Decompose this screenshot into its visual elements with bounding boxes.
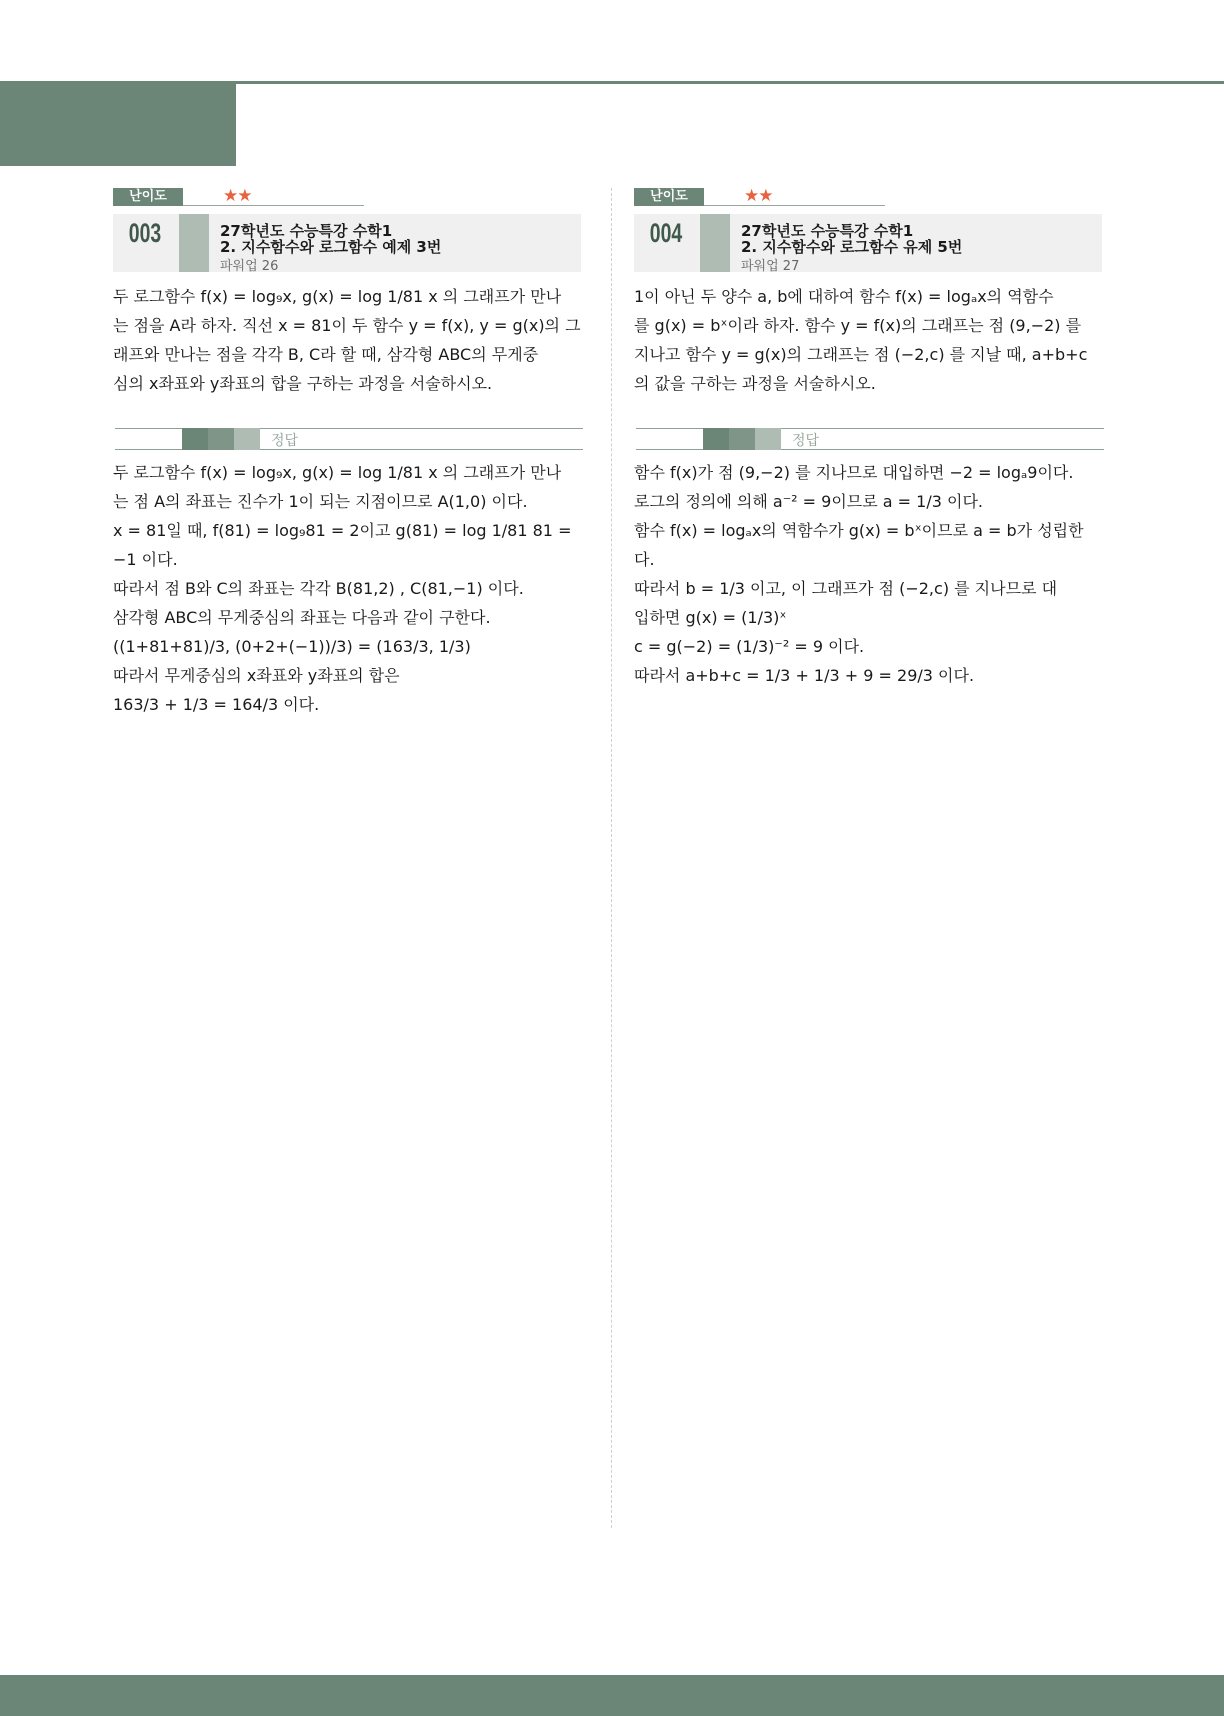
- top-corner-block: [0, 81, 236, 166]
- solution-line: 함수 f(x) = logₐx의 역함수가 g(x) = bˣ이므로 a = b가 성립한: [634, 521, 1084, 540]
- solution: [113, 458, 589, 719]
- solution-line: c = g(−2) = (1/3)⁻² = 9 이다.: [634, 637, 865, 656]
- solution-line: 는 점 A의 좌표는 진수가 1이 되는 지점이므로 A(1,0) 이다.: [113, 492, 528, 511]
- difficulty-stars: ★★: [223, 186, 252, 206]
- question-line: 를 g(x) = bˣ이라 하자. 함수 y = f(x)의 그래프는 점 (9,−2) 를: [634, 316, 1082, 335]
- solution-line: 함수 f(x)가 점 (9,−2) 를 지나므로 대입하면 −2 = logₐ9이다.: [634, 463, 1074, 482]
- answer-label: 정답: [792, 433, 820, 449]
- problem-header: [634, 214, 1102, 272]
- question-line: 두 로그함수 f(x) = log₉x, g(x) = log 1/81 x 의 그래프가 만나: [113, 287, 562, 306]
- difficulty-underline: [704, 205, 885, 206]
- question-line: 지나고 함수 y = g(x)의 그래프는 점 (−2,c) 를 지날 때, a+b+c: [634, 345, 1088, 364]
- solution-line: 삼각형 ABC의 무게중심의 좌표는 다음과 같이 구한다.: [113, 608, 491, 627]
- answer-header: [113, 428, 589, 450]
- problem-question: [113, 282, 589, 398]
- difficulty-row: [113, 188, 589, 208]
- source-line-2: 2. 지수함수와 로그함수 유제 5번: [741, 238, 963, 256]
- answer-block: [234, 428, 260, 450]
- difficulty-underline: [183, 205, 364, 206]
- answer-header: [634, 428, 1110, 450]
- solution-line: ((1+81+81)/3, (0+2+(−1))/3) = (163/3, 1/3): [113, 637, 471, 656]
- question-line: 래프와 만나는 점을 각각 B, C라 할 때, 삼각형 ABC의 무게중: [113, 345, 539, 364]
- solution: [634, 458, 1110, 690]
- difficulty-row: [634, 188, 1110, 208]
- source-line-3: 파워업 27: [741, 259, 800, 274]
- answer-block: [208, 428, 234, 450]
- question-line: 의 값을 구하는 과정을 서술하시오.: [634, 374, 876, 393]
- solution-line: 따라서 무게중심의 x좌표와 y좌표의 합은: [113, 666, 400, 685]
- column-divider: [611, 188, 612, 1528]
- problem-number: 003: [128, 218, 162, 248]
- difficulty-stars: ★★: [744, 186, 773, 206]
- solution-line: x = 81일 때, f(81) = log₉81 = 2이고 g(81) = log 1/81 81 = −1 이다.: [113, 521, 572, 569]
- solution-line: 다.: [634, 550, 655, 569]
- header-separator: [179, 214, 209, 272]
- problem-003: [113, 188, 589, 719]
- difficulty-badge: 난이도: [113, 188, 183, 206]
- solution-line: 따라서 a+b+c = 1/3 + 1/3 + 9 = 29/3 이다.: [634, 666, 975, 685]
- answer-block: [755, 428, 781, 450]
- problem-header: [113, 214, 581, 272]
- question-line: 심의 x좌표와 y좌표의 합을 구하는 과정을 서술하시오.: [113, 374, 493, 393]
- solution-line: 따라서 점 B와 C의 좌표는 각각 B(81,2) , C(81,−1) 이다.: [113, 579, 524, 598]
- question-line: 는 점을 A라 하자. 직선 x = 81이 두 함수 y = f(x), y = g(x)의 그: [113, 316, 581, 335]
- source-line-1: 27학년도 수능특강 수학1: [220, 222, 393, 240]
- header-separator: [700, 214, 730, 272]
- difficulty-badge: 난이도: [634, 188, 704, 206]
- source-line-2: 2. 지수함수와 로그함수 예제 3번: [220, 238, 442, 256]
- solution-line: 163/3 + 1/3 = 164/3 이다.: [113, 695, 320, 714]
- source-line-1: 27학년도 수능특강 수학1: [741, 222, 914, 240]
- answer-block: [703, 428, 729, 450]
- source-line-3: 파워업 26: [220, 259, 279, 274]
- solution-line: 입하면 g(x) = (1/3)ˣ: [634, 608, 787, 627]
- problem-004: [634, 188, 1110, 690]
- question-line: 1이 아닌 두 양수 a, b에 대하여 함수 f(x) = logₐx의 역함수: [634, 287, 1054, 306]
- problem-number: 004: [649, 218, 683, 248]
- solution-line: 로그의 정의에 의해 a⁻² = 9이므로 a = 1/3 이다.: [634, 492, 983, 511]
- bottom-bar: [0, 1675, 1224, 1716]
- solution-line: 두 로그함수 f(x) = log₉x, g(x) = log 1/81 x 의 그래프가 만나: [113, 463, 562, 482]
- answer-block: [182, 428, 208, 450]
- problem-question: [634, 282, 1110, 398]
- answer-label: 정답: [271, 433, 299, 449]
- solution-line: 따라서 b = 1/3 이고, 이 그래프가 점 (−2,c) 를 지나므로 대: [634, 579, 1058, 598]
- answer-block: [729, 428, 755, 450]
